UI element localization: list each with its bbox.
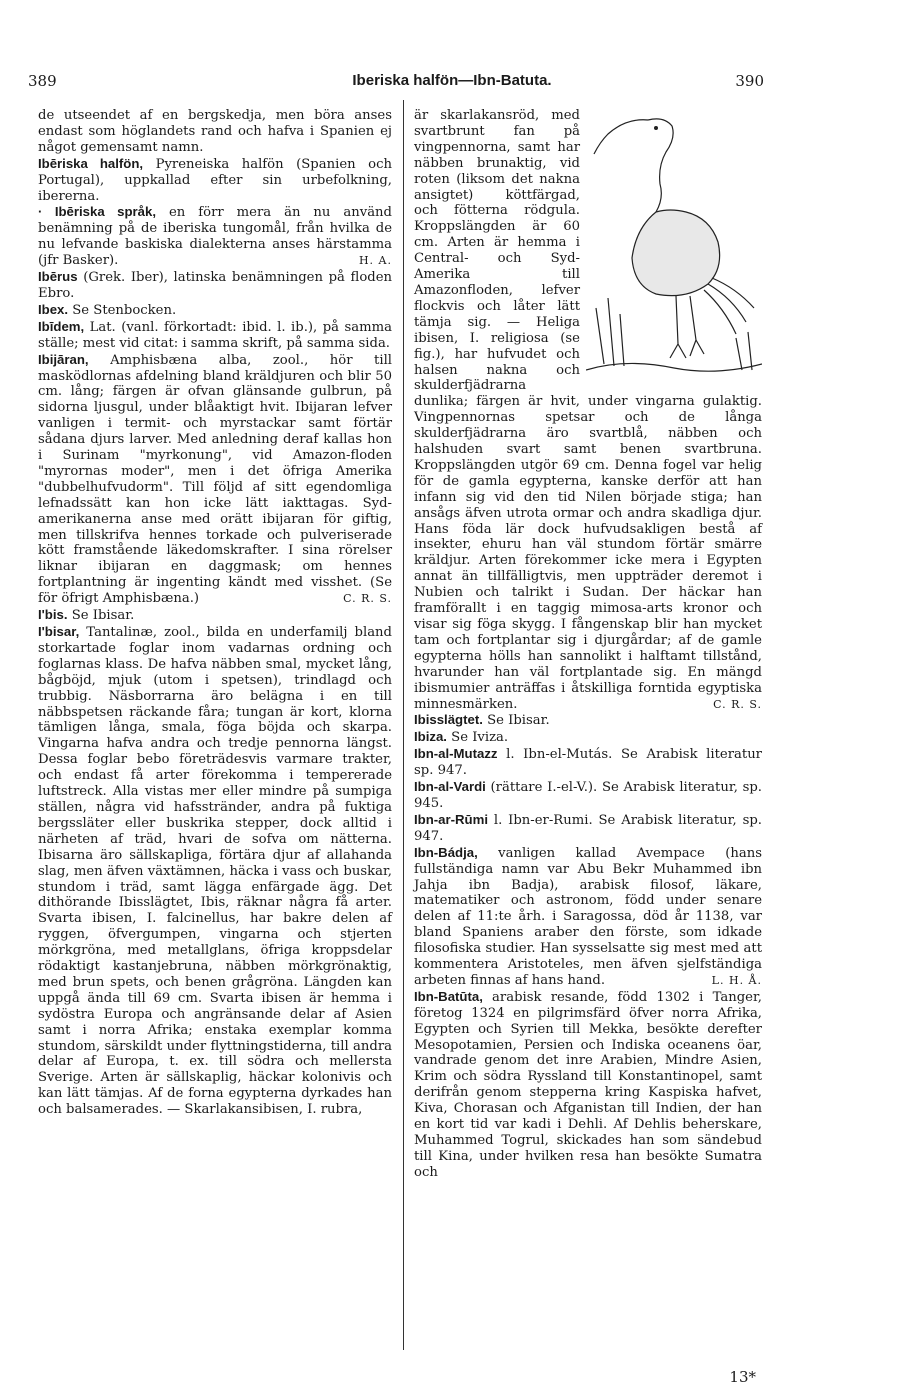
author-signature: L. H. Å. bbox=[711, 973, 762, 987]
entry-ibn-al-vardi: Ibn-al-Vardi (rättare I.-el-V.). Se Arabisk literatur, sp. 945. bbox=[414, 779, 762, 811]
entry-iberiska-sprak: · Ibēriska språk, en förr mera än nu använd benämning på de iberiska tungomål, från hvilka de nu lefvande baskiska dialekterna anses härstamma (jfr Basker). H. A. bbox=[38, 204, 392, 269]
entry-ibijaran: Ibijāran, Amphisbæna alba, zool., hör till masködlornas afdelning bland kräldjuren och blir 50 cm. lång; färgen är ofvan glänsande gulbrun, på sidorna ljusgul, under blåaktigt hvit. Ibijaran lefver vanligen i termit- och myrstackar samt förtär sådana djurs larver. Med anledning deraf kallas hon i Surinam "myrkonung", vid Amazon-floden "myrornas moder", men i det öfriga Amerika "dubbelhufvudorm". Till följd af sitt egendomliga lefnadssätt kan hon icke lätt iakttagas. Syd-amerikanerna anse med orätt ibijaran för giftig, men tillskrifva hennes torkade och pulveriserade kött framstående läkedomskrafter. I sina rörelser liknar ibijaran en daggmask; om hennes fortplantning är ingenting kändt med visshet. (Se för öfrigt Amphisbæna.) C. R. S. bbox=[38, 351, 392, 607]
right-column bbox=[414, 108, 762, 1181]
author-signature: C. R. S. bbox=[343, 592, 392, 606]
page-number-right: 390 bbox=[735, 72, 764, 90]
entry-iberus: Ibērus (Grek. Iber), latinska benämningen på floden Ebro. bbox=[38, 269, 392, 301]
entry-ibn-al-mutazz: Ibn-al-Mutazz l. Ibn-el-Mutás. Se Arabisk literatur sp. 947. bbox=[414, 746, 762, 779]
entry-ibn-badja: Ibn-Bádja, vanligen kallad Avempace (hans fullständiga namn var Abu Bekr Muhammed ibn Jahja ibn Badja), arabisk filosof, läkare, matematiker och astronom, född under senare delen af 11:te årh. i Saragossa, död år 1138, var bland Spaniens araber den förste, som idkade filosofiska studier. Han sysselsatte sig mest med att kommentera Aristoteles, men äfven sjelfständiga arbeten finnas af hans hand. L. H. Å. bbox=[414, 844, 762, 988]
entry: de utseendet af en bergskedja, men böra anses endast som höglandets rand och hafva i Spanien ej något gemensamt namn. bbox=[38, 108, 392, 155]
signature-mark: 13* bbox=[729, 1368, 756, 1386]
ibis-illustration bbox=[586, 108, 762, 388]
left-column bbox=[38, 108, 392, 1118]
entry-ibn-batuta: Ibn-Batūta, arabisk resande, född 1302 i Tanger, företog 1324 en pilgrimsfärd öfver norra Afrika, Egypten och Syrien till Mekka, besökte derefter Mesopotamien, Persien och Indiska oceanens öar, vandrade genom det inre Arabien, Mindre Asien, Krim och södra Ryssland till Konstantinopel, samt derifrån genom stepperna kring Kaspiska hafvet, Kiva, Chorasan och Afganistan till Indien, der han en kort tid var kadi i Dehli. Af Dehlis beherskare, Muhammed Togrul, skickades han som sändebud till Kina, under hvilken resa han besökte Sumatra och bbox=[414, 988, 762, 1180]
entry-ibisar: I'bisar, Tantalinæ, zool., bilda en underfamilj bland storkartade foglar inom vadarnas ordning och foglarnas klass. De hafva näbben smal, mycket lång, bågböjd, mjuk (utom i spetsen), trindlagd och trubbig. Näsborrarna äro belägna i en till näbbspetsen räckande fåra; tungan är kort, klorna tämligen långa, smala, föga böjda och skarpa. Vingarna hafva andra och tredje pennorna längst. Dessa foglar bebo företrädesvis varmare trakter, och endast få arter förekomma i tempererade luftstreck. Alla vistas mer eller mindre på sumpiga ställen, några vid hafsstränder, andra på fuktiga bergssläter eller buskrika stepper, dock alltid i närheten af träd, hvari de sofva om nätterna. Ibisarna äro sällskapliga, förtära djur af allahanda slag, men äfven växtämnen, häcka i vass och buskar, stundom i träd, samt lägga enfärgade ägg. Det dithörande Ibisslägtet, Ibis, räknar några få arter. Svarta ibisen, I. falcinellus, har bakre delen af ryggen, öfvergumpen, vingarna och stjerten mörkgröna, med metallglans, öfriga kroppsdelar rödaktigt kastanjebruna, näbben mörkgrönaktig, med brun spets, och benen grågröna. Längden kan uppgå ända till 69 cm. Svarta ibisen är hemma i sydöstra Europa och angränsande delar af Asien samt i norra Afrika; enstaka exemplar komma stundom, särskildt under flyttningstiderna, till andra delar af Europa, t. ex. till södra och mellersta Sverige. Arten är sällskaplig, häckar kolonivis och kan lätt tämjas. Af de forna egypterna dyrkades han och balsamerades. — Skarlakansibisen, I. rubra, bbox=[38, 624, 392, 1118]
page-number-left: 389 bbox=[28, 72, 57, 90]
entry: är skarlakansröd, med svartbrunt fan på vingpennorna, samt har näbben brunaktig, vid roten (liksom det nakna ansigtet) köttfärgad, och fötterna rödgula. Kroppslängden är 60 cm. Arten är hemma i Central- och Syd-Amerika till Amazonfloden, lefver flockvis och låter lätt tämja sig. — Heliga ibisen, I. religiosa (se fig.), har hufvudet och halsen nakna och skulderfjädrarna dunlika; färgen är hvit, under vingarna gulaktig. Vingpennornas spetsar och de långa skulderfjädrarna äro svartblå, näbben och halshuden svart samt benen svartbruna. Kroppslängden utgör 69 cm. Denna fogel var helig för de gamla egypterna, kanske derför att han infann sig vid den tid Nilen började stiga; han ansågs äfven utrota ormar och andra skadliga djur. Hans föda lär dock hufvudsakligen bestå af insekter, ehuru han väl stundom förtär smärre kräldjur. Arten förekommer icke mera i Egypten annat än tillfälligtvis, men uppträder deremot i Nubien och talrikt i Sudan. Der häckar han framförallt i en taggig mimosa-arts kronor och visar sig föga skygg. I fångenskap blir han mycket tam och fortplantar sig i djurgårdar; af de gamle egypterna hölls han sannolikt i halftamt tillstånd, hvarunder han väl fortplantade sig. En mängd ibismumier anträffas i åtskilliga forntida egyptiska minnesmärken. C. R. S. bbox=[414, 108, 762, 712]
ibis-eye-icon bbox=[654, 126, 658, 130]
column-divider bbox=[403, 100, 404, 1350]
entry-ibn-ar-rumi: Ibn-ar-Rūmi l. Ibn-er-Rumi. Se Arabisk literatur, sp. 947. bbox=[414, 811, 762, 844]
running-title: Iberiska halfön—Ibn-Batuta. bbox=[352, 72, 552, 89]
entry-ibisslagtet: Ibisslägtet. Se Ibisar. bbox=[414, 712, 550, 729]
entry-ibiza: Ibiza. Se Iviza. bbox=[414, 729, 509, 746]
entry-ibis: I'bis. Se Ibisar. bbox=[38, 607, 135, 624]
author-signature: H. A. bbox=[358, 254, 392, 268]
entry-ibex: Ibex. Se Stenbocken. bbox=[38, 301, 177, 318]
entry-iberiska-halfon: Ibēriska halfön, Pyreneiska halfön (Spanien och Portugal), uppkallad efter sin urbefolkning, ibererna. bbox=[38, 155, 392, 204]
entry-ibidem: Ibīdem, Lat. (vanl. förkortadt: ibid. l. ib.), på samma ställe; mest vid citat: i samma skrift, på samma sida. bbox=[38, 318, 392, 351]
author-signature: C. R. S. bbox=[713, 697, 762, 711]
